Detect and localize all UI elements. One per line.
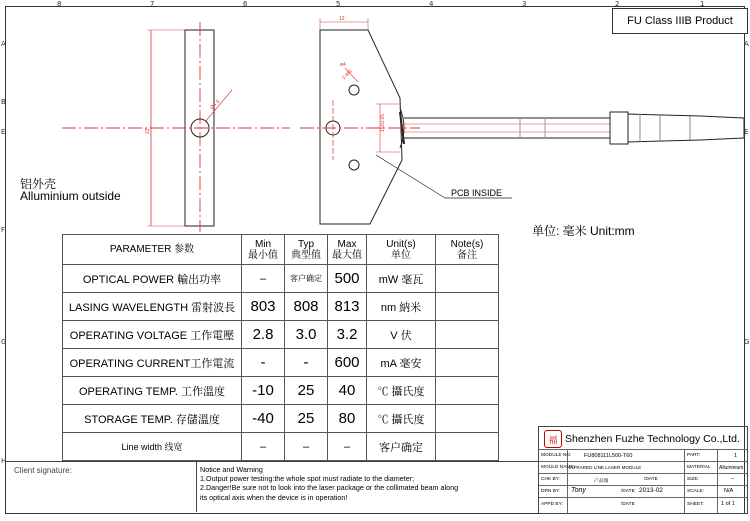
unit-cell: mW 毫瓦	[367, 265, 436, 293]
param-cell: OPTICAL POWER 輸出功率	[63, 265, 242, 293]
zone-e: E	[1, 128, 6, 136]
param-cell: OPERATING TEMP. 工作溫度	[63, 377, 242, 405]
bottom-divider	[5, 461, 538, 462]
table-row	[63, 321, 499, 349]
title-row-divider	[539, 461, 747, 462]
inner-dimension: ø4	[340, 62, 346, 68]
notes-cell	[436, 321, 499, 349]
min-cell: -	[242, 349, 285, 377]
notice-line-3: its optical axis when the device is in operation!	[200, 492, 348, 502]
typ-cell: -	[285, 349, 328, 377]
drawn-by-value: Tony	[571, 487, 586, 494]
material-field-value: Alluminium	[719, 465, 744, 471]
header-min-label: Min	[254, 238, 272, 250]
cable-assembly	[400, 112, 744, 144]
unit-cell: nm 納米	[367, 293, 436, 321]
notes-cell	[436, 265, 499, 293]
zone-3: 3	[522, 0, 527, 8]
header-typ-label: Typ	[297, 238, 315, 250]
zone-1: 1	[700, 0, 705, 8]
max-cell: 80	[328, 405, 367, 433]
notice-block	[200, 465, 530, 502]
zone-5: 5	[336, 0, 341, 8]
table-row	[63, 265, 499, 293]
header-typ	[285, 235, 328, 265]
header-notes-label: Note(s)	[450, 238, 484, 250]
mould-name-value: INFRARED LINE LASER MODULE	[569, 465, 642, 470]
min-cell: -10	[242, 377, 285, 405]
checked-by-label: CHK BY:	[541, 477, 560, 482]
unit-cell: ℃ 攝氏度	[367, 405, 436, 433]
param-cell: Line width 线宽	[63, 433, 242, 461]
zone-h: H	[1, 457, 7, 465]
zone-6: 6	[243, 0, 248, 8]
param-cell: LASING WAVELENGTH 雷射波長	[63, 293, 242, 321]
part-value: 1	[734, 453, 738, 459]
table-header-row	[63, 235, 499, 265]
unit-cell: mA 毫安	[367, 349, 436, 377]
pcb-label: PCB INSIDE	[451, 188, 503, 198]
header-max-label: Max	[337, 238, 357, 250]
unit-cell: 客户确定	[367, 433, 436, 461]
max-cell: –	[328, 433, 367, 461]
zone-a-right: A	[744, 40, 749, 48]
table-row	[63, 405, 499, 433]
zone-f: F	[1, 226, 6, 234]
scale-label: SCALE:	[687, 489, 705, 494]
header-unit-cn: 单位	[391, 249, 411, 261]
mould-name-label: MOULD NAME:	[541, 465, 575, 470]
notes-cell	[436, 293, 499, 321]
header-notes	[436, 235, 499, 265]
date-label: /DATE	[621, 489, 635, 494]
zone-7: 7	[150, 0, 155, 8]
param-cell: STORAGE TEMP. 存儲溫度	[63, 405, 242, 433]
min-cell: -40	[242, 405, 285, 433]
material-label-en: Alluminium outside	[20, 189, 121, 203]
zone-2: 2	[615, 0, 620, 8]
notice-title: Notice and Warning	[200, 465, 263, 474]
module-no-label: MODULE NO.	[541, 453, 572, 458]
notice-line-1: 1.Output power testing:the whole spot must radiate to the diameter;	[200, 474, 415, 484]
typ-cell: 3.0	[285, 321, 328, 349]
table-row	[63, 349, 499, 377]
notes-cell	[436, 433, 499, 461]
drawn-by-label: DRN BY:	[541, 489, 561, 494]
date-label: /DATE	[621, 502, 635, 507]
header-min	[242, 235, 285, 265]
material-label-cn: 铝外壳	[20, 177, 57, 191]
title-col-divider	[567, 449, 568, 513]
title-row-divider	[539, 473, 747, 474]
header-unit-label: Unit(s)	[386, 238, 416, 250]
min-cell: –	[242, 433, 285, 461]
parameter-table	[62, 234, 499, 461]
date-label: /DATE	[644, 477, 658, 482]
min-cell: –	[242, 265, 285, 293]
typ-cell: 客户确定	[285, 265, 328, 293]
zone-a: A	[1, 40, 6, 48]
notes-cell	[436, 349, 499, 377]
hole-dimension: 2-M3	[341, 68, 354, 82]
header-parameter: PARAMETER 参数	[63, 235, 242, 265]
zone-g: G	[1, 338, 7, 346]
typ-cell: 25	[285, 405, 328, 433]
notice-line-2: 2.Danger!Be sure not to look into the laser package or the collimated beam along	[200, 483, 459, 493]
notes-cell	[436, 405, 499, 433]
title-row-divider	[539, 497, 747, 498]
width-dimension: 15±0.05	[380, 113, 386, 132]
table-row	[63, 293, 499, 321]
max-cell: 813	[328, 293, 367, 321]
zone-e-right: E	[744, 128, 749, 136]
header-unit	[367, 235, 436, 265]
title-block	[538, 426, 748, 514]
table-row	[63, 433, 499, 461]
notice-divider	[196, 461, 197, 512]
header-typ-cn: 典型值	[291, 249, 321, 261]
header-notes-cn: 备注	[457, 249, 477, 261]
part-label: PART:	[687, 453, 701, 458]
typ-cell: 808	[285, 293, 328, 321]
unit-cell: ℃ 攝氏度	[367, 377, 436, 405]
zone-8: 8	[57, 0, 62, 8]
typ-cell: 25	[285, 377, 328, 405]
company-name: Shenzhen Fuzhe Technology Co.,Ltd.	[565, 433, 740, 445]
client-signature-label: Client signature:	[14, 466, 72, 475]
notes-cell	[436, 377, 499, 405]
sheet-value: 1 of 1	[721, 501, 735, 507]
approved-by-label: APPD BY:	[541, 502, 563, 507]
header-max	[328, 235, 367, 265]
min-cell: 2.8	[242, 321, 285, 349]
title-row-divider	[539, 485, 747, 486]
title-col-divider	[717, 449, 718, 513]
header-min-cn: 最小值	[248, 249, 278, 261]
min-cell: 803	[242, 293, 285, 321]
laser-class-label: FU Class IIIB Product	[612, 8, 748, 34]
typ-cell: –	[285, 433, 328, 461]
product-drawing-label: 产品图	[594, 479, 609, 484]
header-max-cn: 最大值	[332, 249, 362, 261]
company-logo-icon: 福	[544, 430, 562, 448]
max-cell: 40	[328, 377, 367, 405]
top-dimension: 12	[339, 16, 345, 22]
zone-4: 4	[429, 0, 434, 8]
size-label: SIZE:	[687, 477, 699, 482]
scale-value: N/A	[724, 488, 734, 494]
max-cell: 500	[328, 265, 367, 293]
max-cell: 600	[328, 349, 367, 377]
date-value: 2013-02	[639, 487, 663, 494]
unit-label: 单位: 毫米 Unit:mm	[532, 224, 635, 238]
param-cell: OPERATING VOLTAGE 工作電壓	[63, 321, 242, 349]
max-cell: 3.2	[328, 321, 367, 349]
bore-dimension: Ø4.5	[209, 98, 222, 111]
title-row-divider	[539, 449, 747, 450]
title-col-divider	[684, 449, 685, 513]
size-value: –	[731, 476, 735, 482]
material-field-label: MATERIAL	[687, 465, 711, 470]
zone-b: B	[1, 98, 6, 106]
height-dimension: 22	[145, 128, 151, 134]
zone-g-right: G	[744, 338, 750, 346]
unit-cell: V 伏	[367, 321, 436, 349]
table-row	[63, 377, 499, 405]
sheet-label: SHEET:	[687, 502, 704, 507]
module-no-value: FU808111L500-T60	[584, 453, 633, 459]
param-cell: OPERATING CURRENT工作電流	[63, 349, 242, 377]
